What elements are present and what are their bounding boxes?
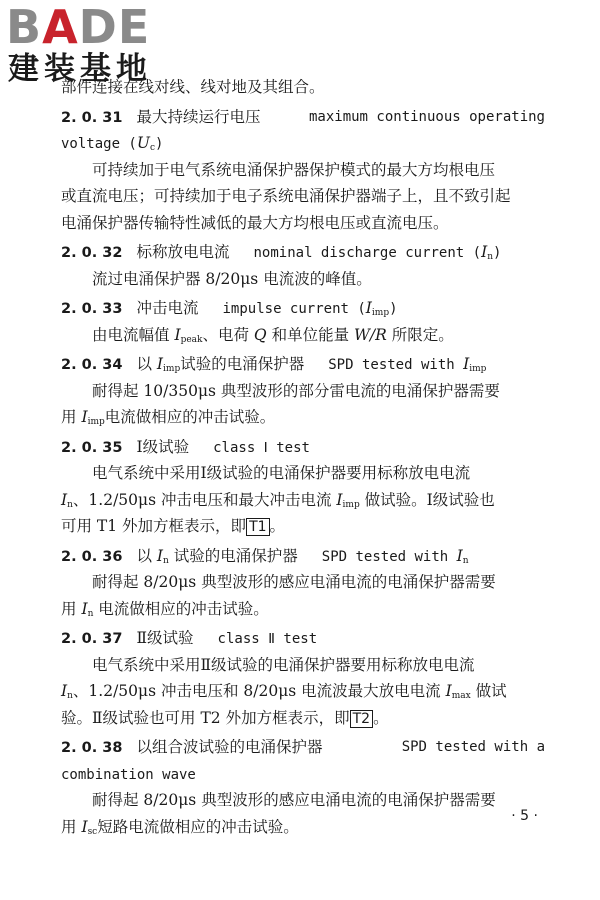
clause-2-0-33-heading: 2. 0. 33 冲击电流 impulse current $(I_{imp})$ bbox=[61, 299, 398, 318]
paragraph-line: $I_n$、1.2/50μs 冲击电压和 8/20μs 电流波最大放电电流 $I_{max}$ 做试 bbox=[61, 682, 507, 701]
boxed-symbol-t1: T1 bbox=[246, 518, 269, 536]
paragraph-line: 电气系统中采用Ⅰ级试验的电涌保护器要用标称放电电流 bbox=[92, 464, 471, 482]
paragraph-line: 耐得起 8/20μs 典型波形的感应电涌电流的电涌保护器需要 bbox=[92, 573, 496, 591]
text-line: combination wave bbox=[61, 766, 196, 783]
paragraph-line: 电涌保护器传输特性减低的最大方均根电压或直流电压。 bbox=[61, 213, 449, 232]
clause-number: 2. 0. 31 bbox=[61, 109, 123, 126]
paragraph-line: $I_n$、1.2/50μs 冲击电压和最大冲击电流 $I_{imp}$ 做试验。Ⅰ级试验也 bbox=[61, 490, 495, 510]
document-body bbox=[61, 74, 545, 840]
text-line: 部件连接在线对线、线对地及其组合。 bbox=[61, 78, 325, 96]
text-line: voltage $(U_c)$ bbox=[61, 134, 164, 153]
paragraph-line: 耐得起 8/20μs 典型波形的感应电涌电流的电涌保护器需要 bbox=[92, 791, 496, 809]
clause-2-0-34-heading: 2. 0. 34 以 $I_{imp}$试验的电涌保护器 SPD tested with $I_{imp}$ bbox=[61, 355, 487, 374]
paragraph-line: 可持续加于电气系统电涌保护器保护模式的最大方均根电压 bbox=[92, 160, 496, 179]
paragraph-line: 可用 T1 外加方框表示，即 T1 。 bbox=[61, 517, 286, 535]
logo-wordmark: BADE bbox=[6, 0, 151, 54]
clause-2-0-38-heading: 2. 0. 38 以组合波试验的电涌保护器 SPD tested with a bbox=[61, 738, 545, 756]
boxed-symbol-t2: T2 bbox=[350, 710, 373, 728]
term-chinese: 最大持续运行电压 bbox=[136, 107, 261, 126]
page-number: · 5 · bbox=[511, 808, 538, 824]
paragraph-line: 用 $I_{sc}$短路电流做相应的冲击试验。 bbox=[61, 817, 299, 837]
clause-2-0-36-heading: 2. 0. 36 以 $I_n$ 试验的电涌保护器 SPD tested with $I_n$ bbox=[61, 546, 469, 566]
paragraph-line: 流过电涌保护器 8/20μs 电流波的峰值。 bbox=[92, 269, 372, 288]
logo-chinese-text: 建装基地 bbox=[8, 51, 152, 87]
clause-2-0-37-heading: 2. 0. 37 Ⅱ级试验 class Ⅱ test bbox=[61, 629, 318, 647]
paragraph-line: 或直流电压；可持续加于电子系统电涌保护器端子上，且不致引起 bbox=[61, 187, 511, 205]
term-english: maximum continuous operating bbox=[308, 108, 545, 125]
paragraph-line: 电气系统中采用Ⅱ级试验的电涌保护器要用标称放电电流 bbox=[92, 655, 475, 674]
paragraph-line: 由电流幅值 $I_{peak}$、电荷 Q 和单位能量 W/R 所限定。 bbox=[92, 325, 454, 345]
paragraph-line: 用 $I_{imp}$电流做相应的冲击试验。 bbox=[61, 408, 276, 427]
clause-2-0-32-heading: 2. 0. 32 标称放电电流 nominal discharge current $(I_n)$ bbox=[61, 243, 502, 262]
clause-2-0-35-heading: 2. 0. 35 Ⅰ级试验 class Ⅰ test bbox=[61, 437, 310, 456]
clause-2-0-31-heading bbox=[61, 104, 545, 131]
paragraph-line: 用 $I_n$ 电流做相应的冲击试验。 bbox=[61, 599, 269, 619]
paragraph-line: 耐得起 10/350μs 典型波形的部分雷电流的电涌保护器需要 bbox=[92, 381, 500, 400]
paragraph-line: 验。Ⅱ级试验也可用 T2 外加方框表示，即 T2 。 bbox=[61, 708, 389, 727]
